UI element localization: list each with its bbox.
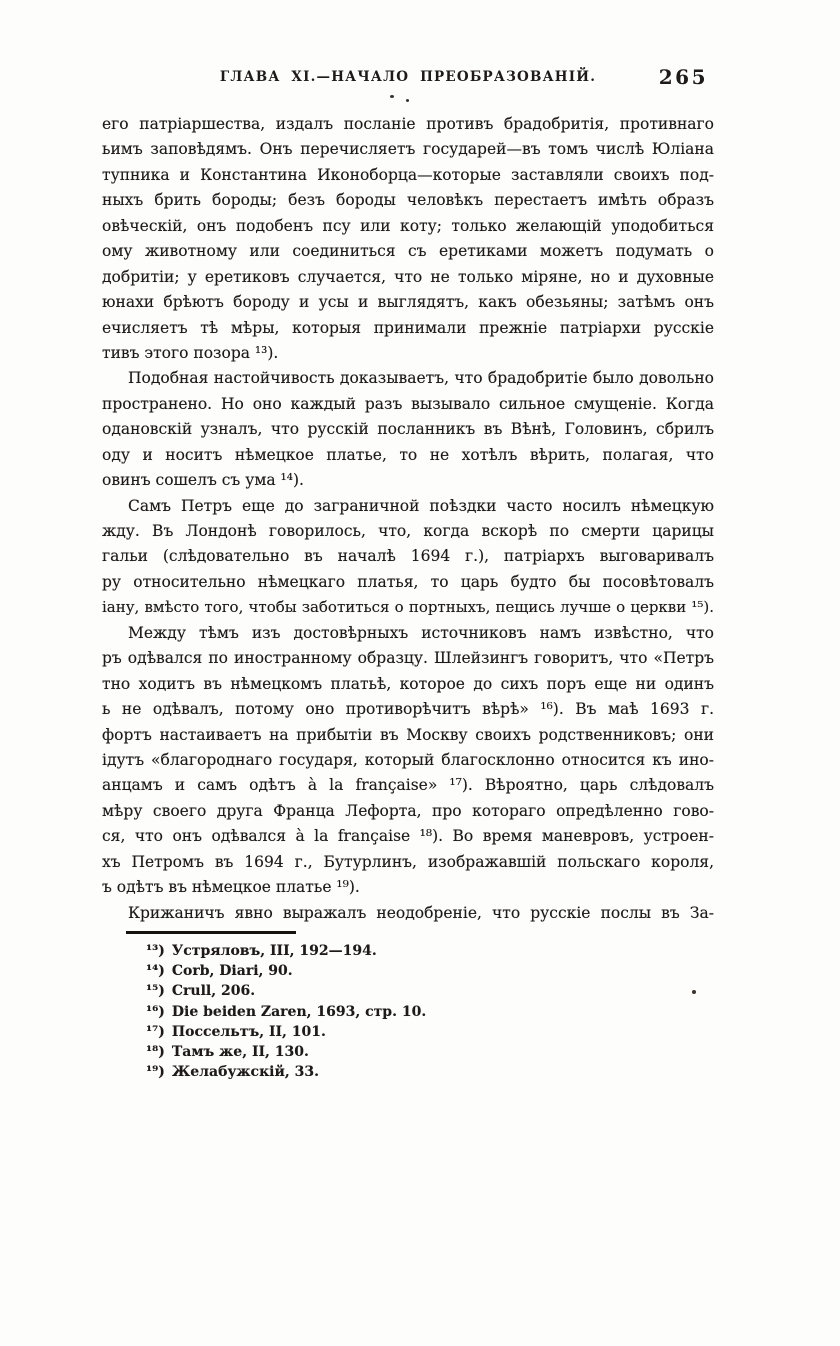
body-text — [102, 112, 714, 926]
text-line: ныхъ брить бороды; безъ бороды человѣкъ перестаетъ имѣть образъ — [102, 191, 714, 210]
footnote-item — [102, 941, 714, 961]
text-line: юнахи брѣютъ бороду и усы и выглядятъ, какъ обезьяны; затѣмъ онъ — [102, 293, 714, 312]
text-line: Подобная настойчивость доказываетъ, что брадобритіе было довольно — [128, 369, 714, 388]
chapter-title: ГЛАВА XI.—НАЧАЛО ПРЕОБРАЗОВАНІЙ. — [219, 69, 597, 85]
footnote-item — [102, 1002, 714, 1022]
text-line: ся, что онъ одѣвался à la française ¹⁸). Во время маневровъ, устроен- — [102, 827, 714, 846]
text-line: добритіи; у еретиковъ случается, что не только міряне, но и духовные — [102, 267, 714, 286]
text-line: іану, вмѣсто того, чтобы заботиться о портныхъ, пещись лучше о церкви ¹⁵). — [102, 598, 714, 617]
text-line: Самъ Петръ еще до заграничной поѣздки часто носилъ нѣмецкую — [128, 496, 714, 515]
text-line: оду и носитъ нѣмецкое платье, то не хотѣлъ вѣрить, полагая, что — [102, 445, 714, 464]
footnote-text: Тамъ же, II, 130. — [171, 1043, 309, 1060]
text-line: ъ одѣтъ въ нѣмецкое платье ¹⁹). — [102, 878, 360, 897]
scan-speck — [390, 95, 394, 98]
footnote-marker: ¹⁸) — [146, 1043, 165, 1060]
text-line: ому животному или соединиться съ еретиками можетъ подумать о — [102, 242, 714, 261]
text-line: хъ Петромъ въ 1694 г., Бутурлинъ, изображавшій польскаго короля, — [102, 852, 714, 871]
footnote-marker: ¹⁶) — [146, 1003, 165, 1020]
text-line: гальи (слѣдовательно въ началѣ 1694 г.), патріархъ выговаривалъ — [102, 547, 714, 566]
text-line: одановскій узналъ, что русскій посланникъ въ Вѣнѣ, Головинъ, сбрилъ — [102, 420, 714, 439]
text-line: его патріаршества, издалъ посланіе противъ брадобритія, противнаго — [102, 115, 714, 133]
footnote-text: Corb, Diari, 90. — [171, 963, 293, 980]
text-line: ръ одѣвался по иностранному образцу. Шлейзингъ говоритъ, что «Петръ — [102, 649, 714, 668]
text-line: пространено. Но оно каждый разъ вызывало сильное смущеніе. Когда — [102, 394, 714, 413]
text-line: тупника и Константина Иконоборца—которые заставляли своихъ под- — [102, 165, 714, 184]
footnote-marker: ¹³) — [146, 943, 165, 959]
text-line: анцамъ и самъ одѣтъ à la française» ¹⁷). Вѣроятно, царь слѣдовалъ — [102, 776, 714, 795]
text-line: Между тѣмъ изъ достовѣрныхъ источниковъ намъ извѣстно, что — [128, 623, 714, 642]
footnote-item — [102, 981, 714, 1001]
scan-speck — [406, 99, 409, 102]
footnote-marker: ¹⁹) — [146, 1064, 165, 1081]
page-number: 265 — [658, 65, 708, 89]
footnote-text: Die beiden Zaren, 1693, стр. 10. — [171, 1003, 427, 1020]
text-line: овинъ сошелъ съ ума ¹⁴). — [102, 471, 304, 490]
text-line: тно ходитъ въ нѣмецкомъ платьѣ, которое до сихъ поръ еще ни одинъ — [102, 674, 714, 693]
text-line: ідутъ «благороднаго государя, который благосклонно относится къ ино- — [102, 750, 714, 769]
text-line: овѣческій, онъ подобенъ псу или коту; только желающій уподобиться — [102, 216, 714, 235]
text-line: жду. Въ Лондонѣ говорилось, что, когда вскорѣ по смерти царицы — [102, 522, 714, 540]
footnote-text: Желабужскій, 33. — [171, 1064, 319, 1081]
text-line: мѣру своего друга Франца Лефорта, про котораго опредѣленно гово- — [102, 801, 714, 820]
footnotes — [102, 941, 714, 1082]
footnote-separator — [126, 931, 296, 934]
footnote-item — [102, 1022, 714, 1042]
text-line: Крижаничъ явно выражалъ неодобреніе, что русскіе послы въ За- — [128, 903, 714, 922]
footnote-text: Crull, 206. — [171, 983, 256, 1000]
text-line: тивъ этого позора ¹³). — [102, 343, 279, 362]
footnote-marker: ¹⁴) — [146, 963, 165, 980]
footnote-text: Поссельтъ, II, 101. — [171, 1023, 326, 1040]
page-header — [102, 65, 714, 95]
text-line: ь не одѣвалъ, потому оно противорѣчитъ вѣрѣ» ¹⁶). Въ маѣ 1693 г. — [102, 700, 714, 719]
footnote-marker: ¹⁵) — [146, 983, 165, 1000]
text-line: ечисляетъ тѣ мѣры, которыя принимали прежніе патріархи русскіе — [102, 318, 714, 337]
footnote-item — [102, 1062, 714, 1082]
footnote-item — [102, 1042, 714, 1062]
text-line: ьимъ заповѣдямъ. Онъ перечисляетъ государей—въ томъ числѣ Юліана — [102, 140, 714, 159]
footnote-marker: ¹⁷) — [146, 1023, 165, 1040]
text-line: фортъ настаиваетъ на прибытіи въ Москву своихъ родственниковъ; они — [102, 725, 714, 744]
scan-speck — [692, 990, 696, 994]
footnote-text: Устряловъ, III, 192—194. — [171, 943, 377, 959]
footnote-item — [102, 961, 714, 981]
text-line: ру относительно нѣмецкаго платья, то царь будто бы посовѣтовалъ — [102, 572, 714, 591]
